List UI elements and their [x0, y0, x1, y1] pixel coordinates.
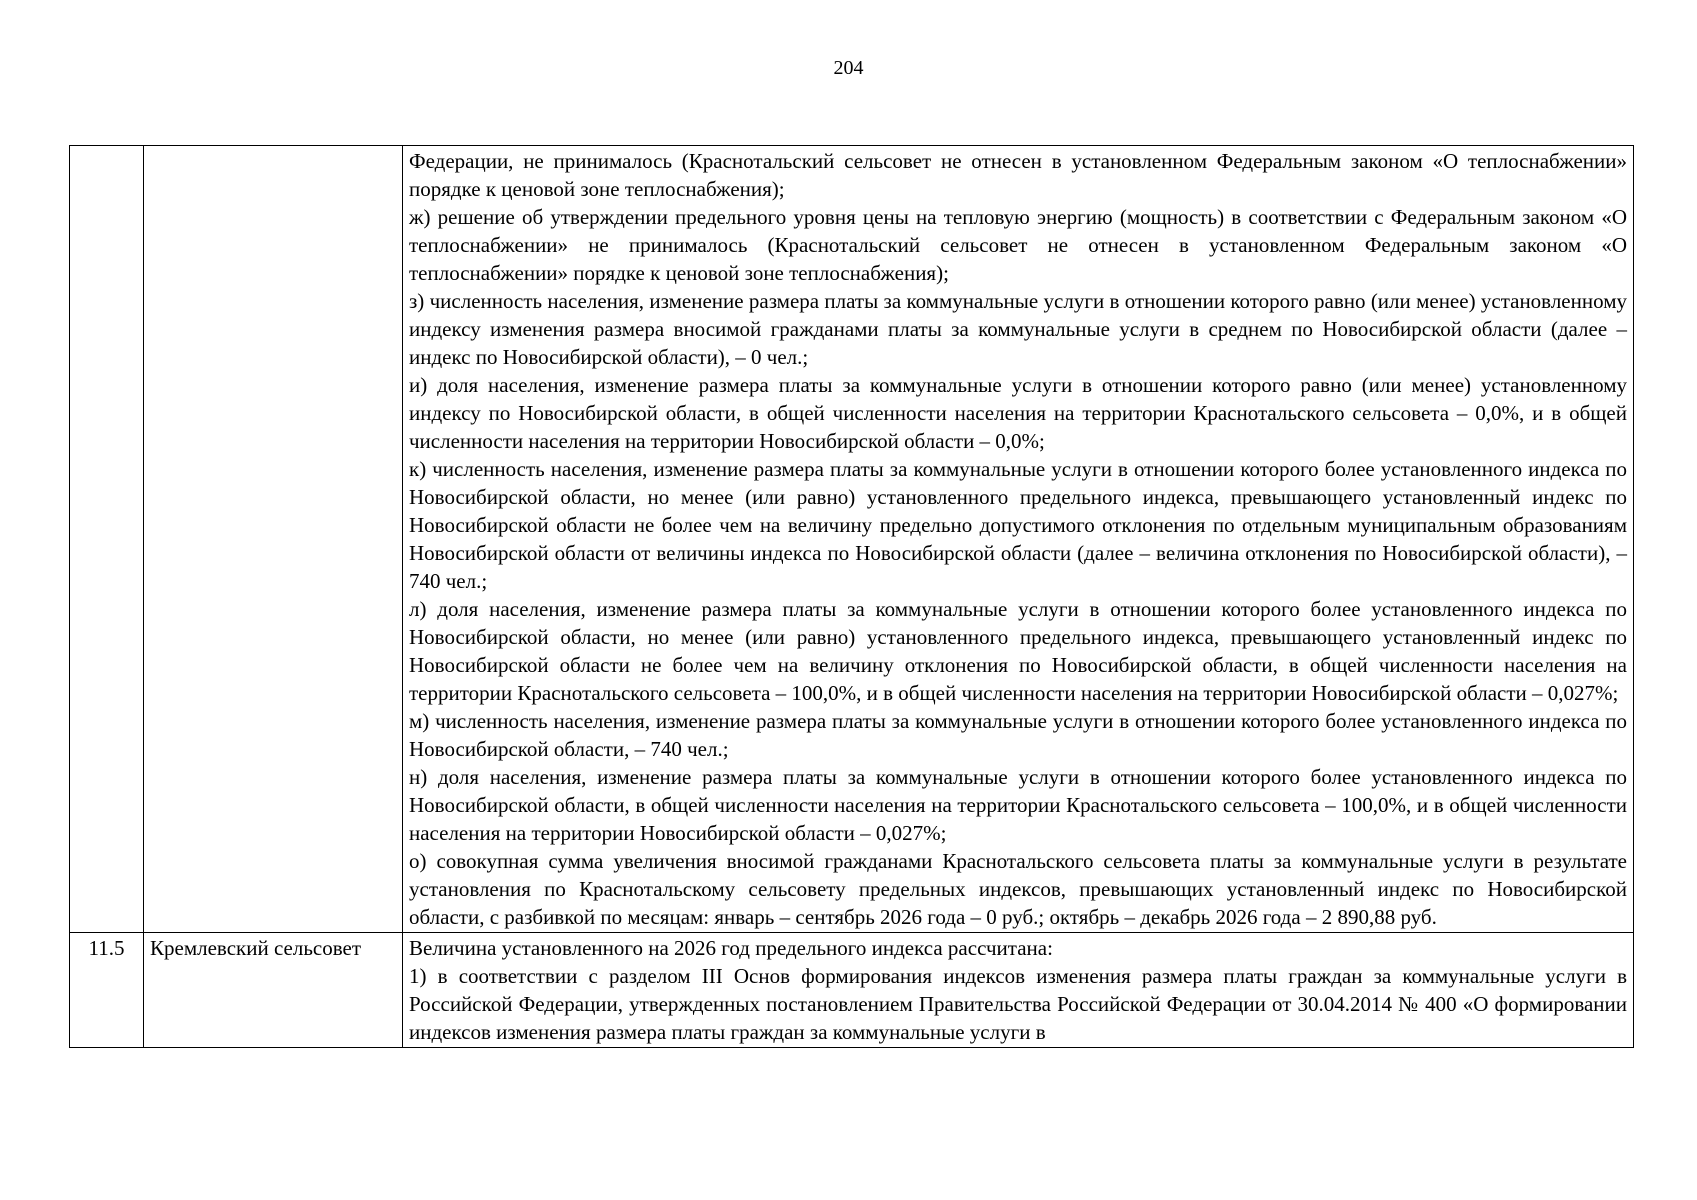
paragraph: н) доля населения, изменение размера платы за коммунальные услуги в отношении которого более установленного индекса по Новосибирской области, в общей численности населения на территории Краснотальского сельсовета – 100,0%, и в общей численности населения на территории Новосибирской области – 0,027%;	[409, 765, 1627, 845]
table-row	[70, 146, 1634, 933]
paragraph: и) доля населения, изменение размера платы за коммунальные услуги в отношении которого равно (или менее) установленному индексу по Новосибирской области, в общей численности населения на территории Краснотальского сельсовета – 0,0%, и в общей численности населения на территории Новосибирской области – 0,0%;	[409, 373, 1627, 453]
paragraph: м) численность населения, изменение размера платы за коммунальные услуги в отношении которого более установленного индекса по Новосибирской области, – 740 чел.;	[409, 709, 1627, 761]
index-table	[69, 145, 1634, 1048]
paragraph: з) численность населения, изменение размера платы за коммунальные услуги в отношении которого равно (или менее) установленному индексу изменения размера вносимой гражданами платы за коммунальные услуги в среднем по Новосибирской области (далее – индекс по Новосибирской области), – 0 чел.;	[409, 289, 1627, 369]
table-row	[70, 933, 1634, 1048]
description-cell	[403, 146, 1634, 933]
description-cell	[403, 933, 1634, 1048]
paragraph: к) численность населения, изменение размера платы за коммунальные услуги в отношении которого более установленного индекса по Новосибирской области, но менее (или равно) установленного предельного индекса, превышающего установленный индекс по Новосибирской области не более чем на величину предельно допустимого отклонения по отдельным муниципальным образованиям Новосибирской области от величины индекса по Новосибирской области (далее – величина отклонения по Новосибирской области), – 740 чел.;	[409, 457, 1627, 593]
page-number: 204	[833, 57, 864, 79]
paragraph: ж) решение об утверждении предельного уровня цены на тепловую энергию (мощность) в соответствии с Федеральным законом «О теплоснабжении» не принималось (Краснотальский сельсовет не отнесен в установленном Федеральным законом «О теплоснабжении» порядке к ценовой зоне теплоснабжения);	[409, 205, 1627, 285]
paragraph: о) совокупная сумма увеличения вносимой гражданами Краснотальского сельсовета платы за коммунальные услуги в результате установления по Краснотальскому сельсовету предельных индексов, превышающих установленный индекс по Новосибирской области, с разбивкой по месяцам: январь – сентябрь 2026 года – 0 руб.; октябрь – декабрь 2026 года – 2 890,88 руб.	[409, 849, 1627, 929]
paragraph: Федерации, не принималось (Краснотальский сельсовет не отнесен в установленном Федеральным законом «О теплоснабжении» порядке к ценовой зоне теплоснабжения);	[409, 149, 1627, 201]
paragraph: л) доля населения, изменение размера платы за коммунальные услуги в отношении которого более установленного индекса по Новосибирской области, но менее (или равно) установленного предельного индекса, превышающего установленный индекс по Новосибирской области не более чем на величину отклонения по Новосибирской области, в общей численности населения на территории Краснотальского сельсовета – 100,0%, и в общей численности населения на территории Новосибирской области – 0,027%;	[409, 597, 1627, 705]
municipality-name-cell	[144, 146, 403, 933]
row-number-cell: 11.5	[70, 933, 144, 1048]
municipality-name-cell: Кремлевский сельсовет	[144, 933, 403, 1048]
row-number-cell	[70, 146, 144, 933]
paragraph: 1) в соответствии с разделом III Основ формирования индексов изменения размера платы граждан за коммунальные услуги в Российской Федерации, утвержденных постановлением Правительства Российской Федерации от 30.04.2014 № 400 «О формировании индексов изменения размера платы граждан за коммунальные услуги в	[409, 964, 1627, 1044]
paragraph: Величина установленного на 2026 год предельного индекса рассчитана:	[409, 936, 1053, 960]
